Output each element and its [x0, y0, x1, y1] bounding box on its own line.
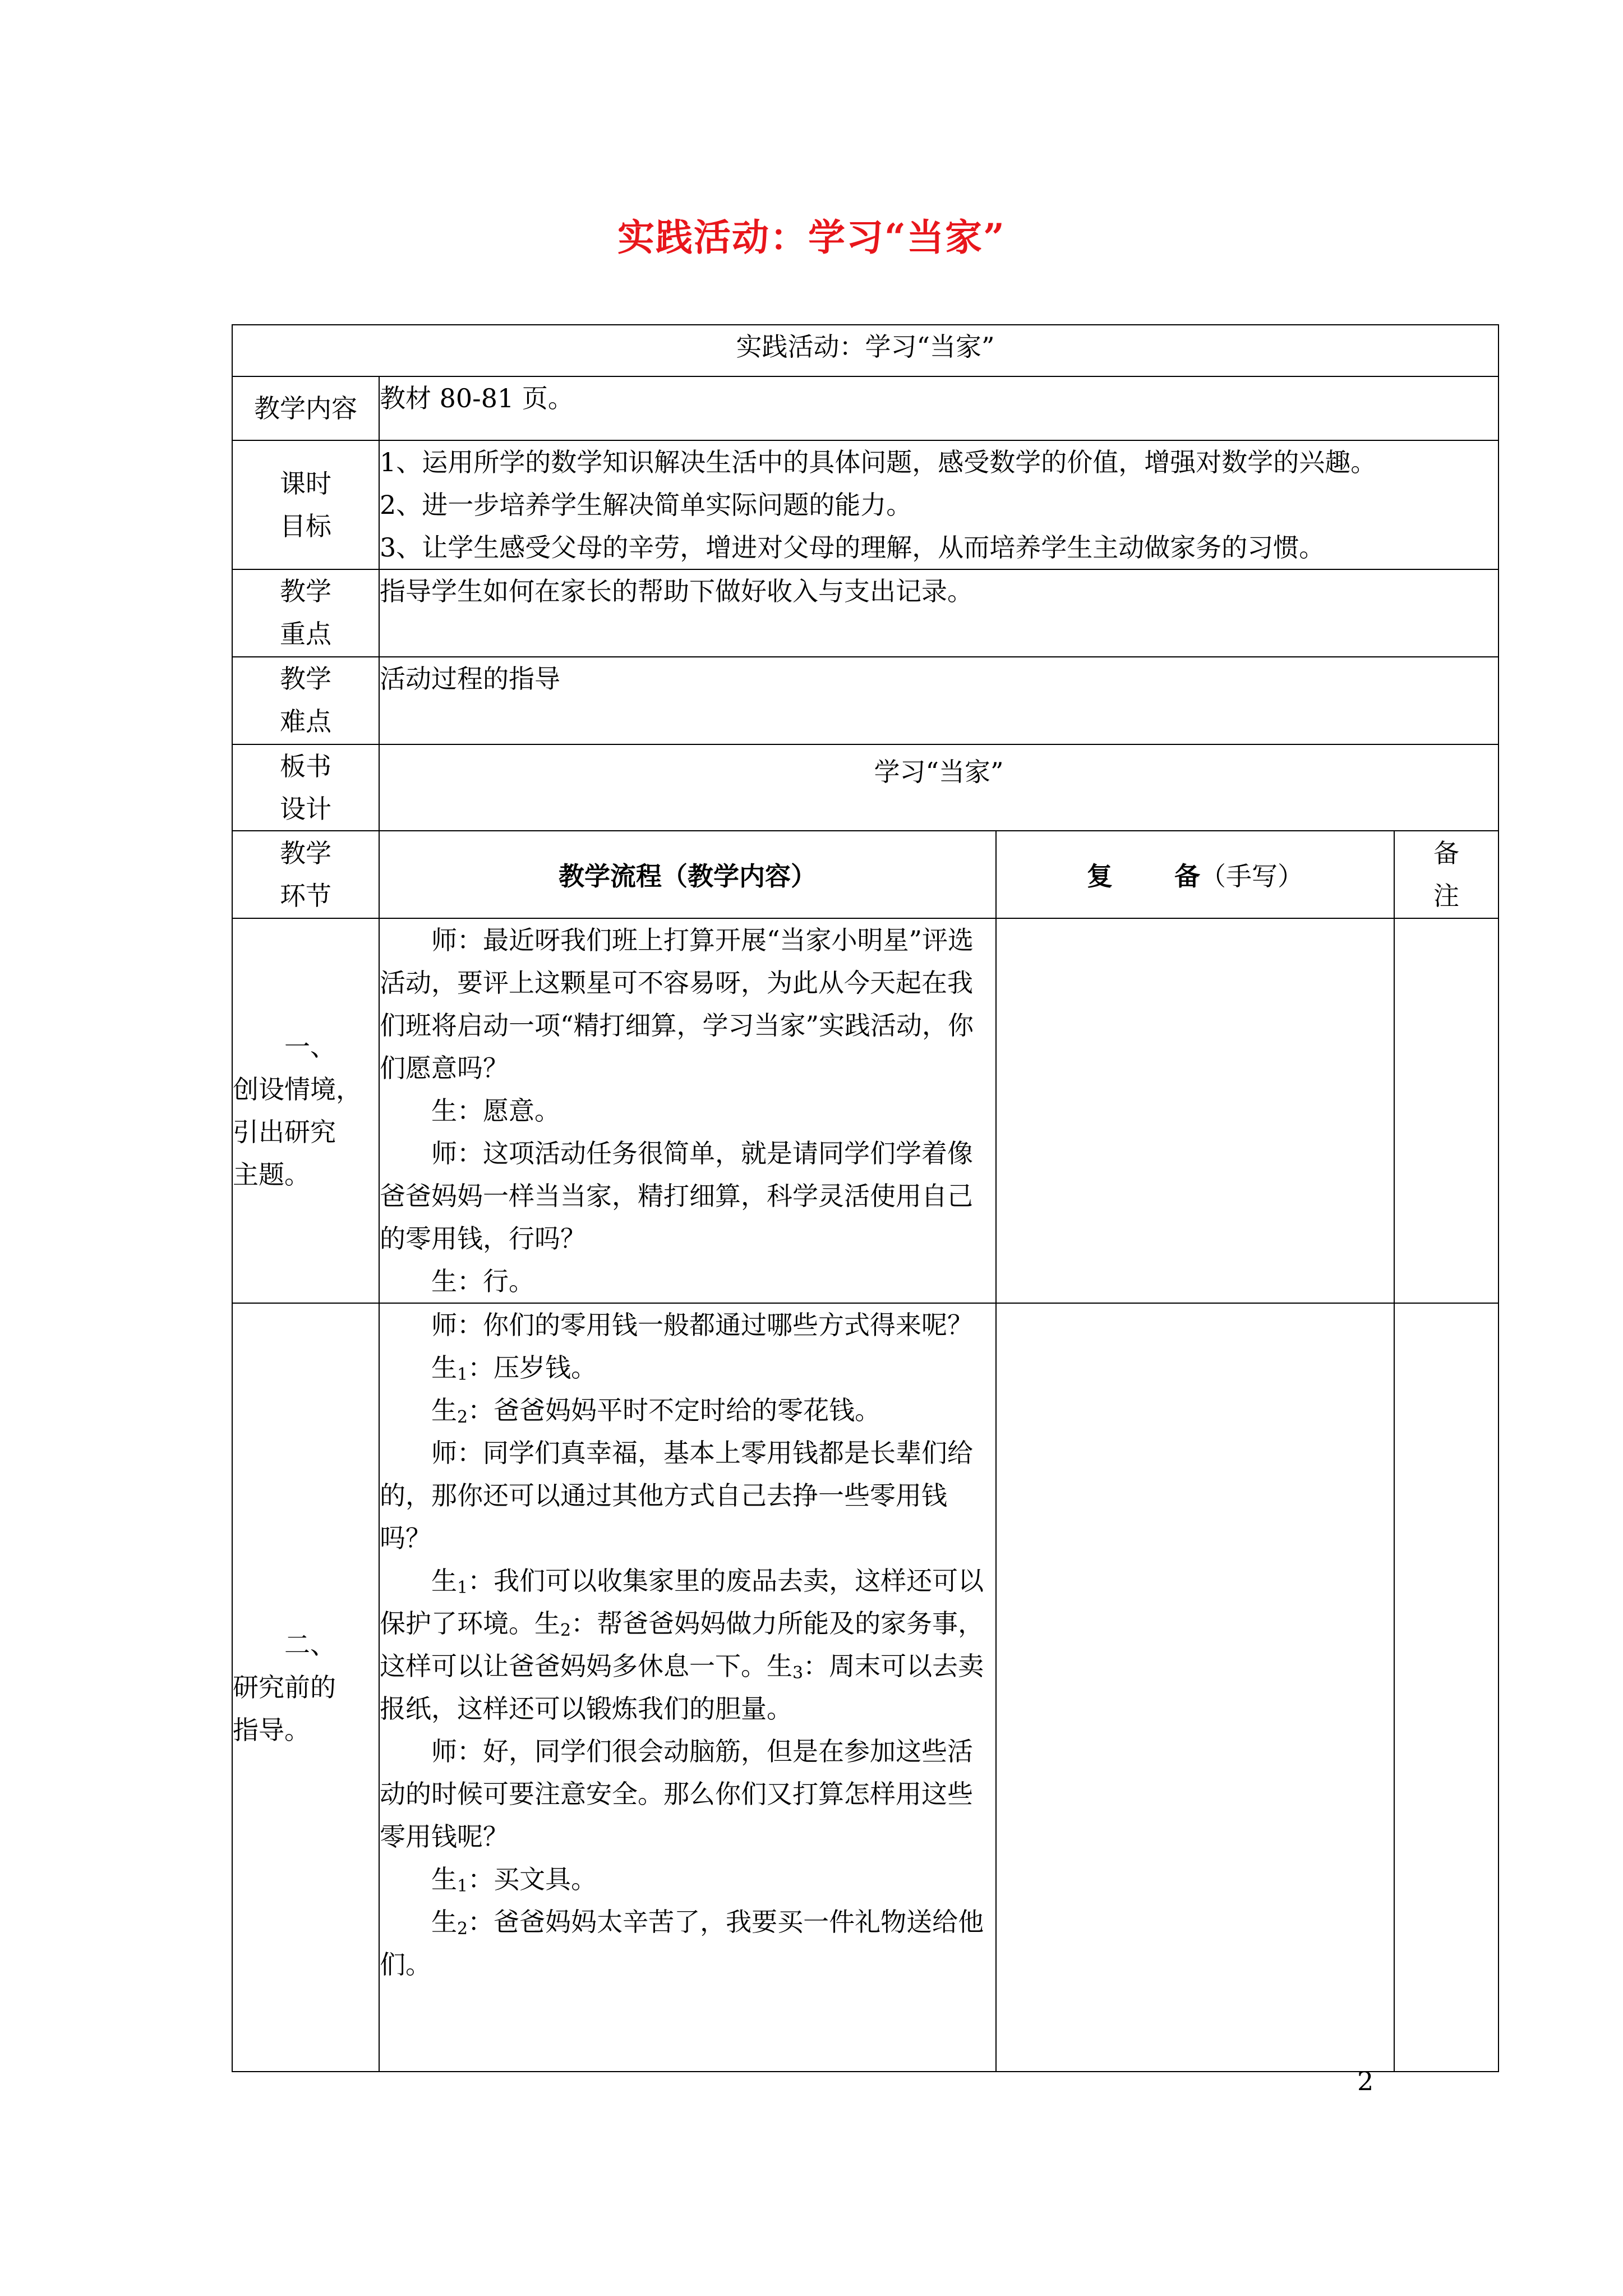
board-row — [232, 744, 1498, 831]
dialog-paragraph: 生$_1$：买文具。 — [431, 1864, 597, 1896]
flow-content — [379, 918, 996, 1303]
key-points-label: 教学 重点 — [232, 569, 379, 657]
flow-column-header: 教学流程（教学内容） — [379, 831, 996, 918]
stage-label: 二、 研究前的 指导。 — [232, 1303, 379, 2072]
section-row — [232, 1303, 1498, 2072]
remark-column-header: 备 注 — [1394, 831, 1498, 918]
key-points-value: 指导学生如何在家长的帮助下做好收入与支出记录。 — [379, 569, 1498, 657]
goals-label: 课时 目标 — [232, 440, 379, 569]
dialog-paragraph: 师：这项活动任务很简单，就是请同学们学着像爸爸妈妈一样当当家，精打细算，科学灵活使用自己的零用钱，行吗？ — [380, 1138, 973, 1254]
prep-notes-cell — [996, 1303, 1394, 2072]
lesson-plan-table — [232, 324, 1499, 2072]
board-label: 板书 设计 — [232, 744, 379, 831]
stage-label: 一、 创设情境， 引出研究 主题。 — [232, 918, 379, 1303]
prep-column-header: 复 备（手写） — [996, 831, 1394, 918]
dialog-paragraph: 生$_1$：我们可以收集家里的废品去卖，这样还可以保护了环境。生$_2$：帮爸爸妈妈做力所能及的家务事，这样可以让爸爸妈妈多休息一下。生$_3$：周末可以去卖报纸，这样还可以锻炼我们的胆量。 — [380, 1566, 984, 1724]
board-value: 学习“当家” — [379, 744, 1498, 831]
table-header-title: 实践活动：学习“当家” — [232, 325, 1498, 376]
page-title: 实践活动：学习“当家” — [617, 215, 1006, 259]
content-value: 教材 80-81 页。 — [379, 376, 1498, 440]
remark-cell — [1394, 918, 1498, 1303]
prep-notes-cell — [996, 918, 1394, 1303]
dialog-paragraph: 师：同学们真幸福，基本上零用钱都是长辈们给的，那你还可以通过其他方式自己去挣一些零用钱吗？ — [380, 1438, 973, 1553]
difficulties-label: 教学 难点 — [232, 657, 379, 744]
remark-cell — [1394, 1303, 1498, 2072]
section-row — [232, 918, 1498, 1303]
goal-item: 1、运用所学的数学知识解决生活中的具体问题，感受数学的价值，增强对数学的兴趣。 — [380, 447, 1377, 477]
page-number: 2 — [1357, 2066, 1374, 2096]
stage-column-header: 教学 环节 — [232, 831, 379, 918]
dialog-paragraph: 师：最近呀我们班上打算开展“当家小明星”评选活动，要评上这颗星可不容易呀，为此从今天起在我们班将启动一项“精打细算，学习当家”实践活动，你们愿意吗？ — [380, 925, 974, 1083]
table-header-row — [232, 325, 1498, 376]
content-label: 教学内容 — [232, 376, 379, 440]
column-header-row — [232, 831, 1498, 918]
goals-list — [379, 440, 1498, 569]
goal-item: 2、进一步培养学生解决简单实际问题的能力。 — [380, 490, 912, 520]
dialog-paragraph: 生：愿意。 — [431, 1096, 560, 1126]
dialog-paragraph: 生：行。 — [431, 1266, 534, 1296]
content-row — [232, 376, 1498, 440]
flow-content — [379, 1303, 996, 2072]
difficulties-row — [232, 657, 1498, 744]
dialog-paragraph: 生$_2$：爸爸妈妈平时不定时给的零花钱。 — [431, 1395, 881, 1427]
difficulties-value: 活动过程的指导 — [379, 657, 1498, 744]
goal-item: 3、让学生感受父母的辛劳，增进对父母的理解，从而培养学生主动做家务的习惯。 — [380, 532, 1325, 563]
dialog-paragraph: 师：你们的零用钱一般都通过哪些方式得来呢？ — [431, 1310, 973, 1340]
dialog-paragraph: 师：好，同学们很会动脑筋，但是在参加这些活动的时候可要注意安全。那么你们又打算怎样用这些零用钱呢？ — [380, 1736, 973, 1852]
dialog-paragraph: 生$_2$：爸爸妈妈太辛苦了，我要买一件礼物送给他们。 — [380, 1907, 984, 1980]
goals-row — [232, 440, 1498, 569]
dialog-paragraph: 生$_1$：压岁钱。 — [431, 1352, 597, 1384]
key-points-row — [232, 569, 1498, 657]
